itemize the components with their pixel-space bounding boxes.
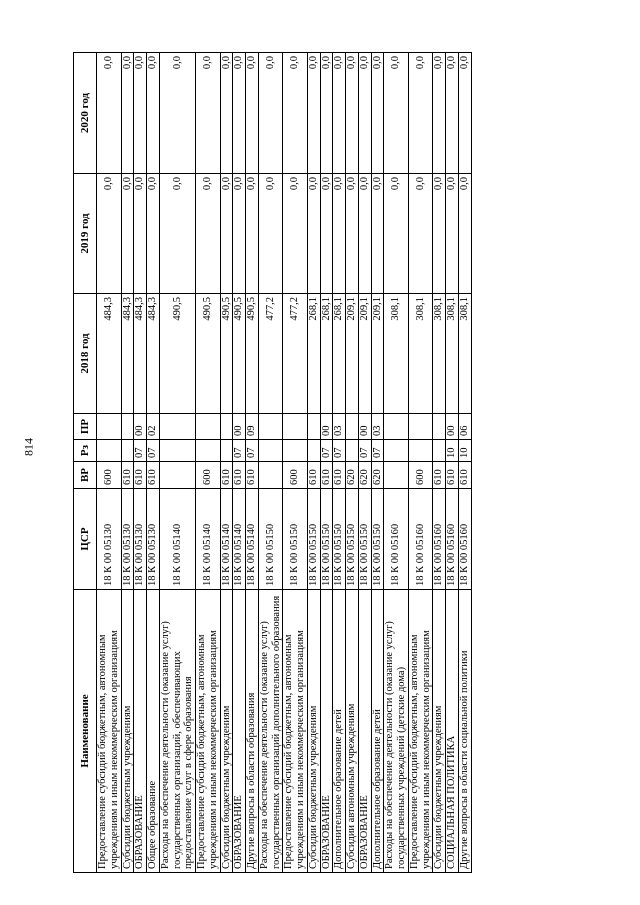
cell-vr — [159, 462, 195, 489]
cell-2020: 0,0 — [433, 53, 446, 174]
cell-vr: 610 — [246, 462, 259, 489]
cell-vr: 600 — [97, 462, 122, 489]
cell-pr — [384, 414, 409, 440]
table-header-row — [74, 53, 97, 873]
cell-csr: 18 К 00 05140 — [159, 489, 195, 590]
cell-rz — [433, 440, 446, 462]
cell-2019: 0,0 — [283, 174, 308, 294]
cell-rz: 07 — [371, 440, 384, 462]
cell-pr: 03 — [333, 414, 346, 440]
cell-2020: 0,0 — [333, 53, 346, 174]
table-row — [371, 53, 384, 873]
cell-rz — [121, 440, 134, 462]
table-row — [233, 53, 246, 873]
cell-2020: 0,0 — [220, 53, 233, 174]
table-row — [433, 53, 446, 873]
table-row — [408, 53, 433, 873]
cell-2020: 0,0 — [159, 53, 195, 174]
table-row — [446, 53, 459, 873]
cell-vr: 600 — [196, 462, 221, 489]
table-row — [258, 53, 283, 873]
cell-vr: 610 — [307, 462, 320, 489]
cell-vr: 600 — [283, 462, 308, 489]
cell-name: ОБРАЗОВАНИЕ — [134, 590, 147, 873]
cell-vr: 610 — [121, 462, 134, 489]
cell-name: Расходы на обеспечение деятельности (оказание услуг) государственных организаций, обеспечивающих предоставление услуг в сфере образования — [159, 590, 195, 873]
cell-name: Расходы на обеспечение деятельности (оказание услуг) государственных учреждений (детские дома) — [384, 590, 409, 873]
cell-2019: 0,0 — [384, 174, 409, 294]
cell-2020: 0,0 — [233, 53, 246, 174]
cell-pr: 00 — [446, 414, 459, 440]
cell-csr: 18 К 00 05130 — [97, 489, 122, 590]
cell-2019: 0,0 — [446, 174, 459, 294]
cell-vr: 610 — [458, 462, 471, 489]
cell-2018: 477,2 — [258, 294, 283, 414]
cell-pr — [159, 414, 195, 440]
cell-csr: 18 К 00 05150 — [320, 489, 333, 590]
cell-2018: 268,1 — [307, 294, 320, 414]
cell-2020: 0,0 — [147, 53, 160, 174]
cell-2019: 0,0 — [121, 174, 134, 294]
cell-vr: 610 — [233, 462, 246, 489]
cell-name: Предоставление субсидий бюджетным, автономным учреждениям и иным некоммерческим организациям — [408, 590, 433, 873]
cell-csr: 18 К 00 05160 — [408, 489, 433, 590]
cell-2020: 0,0 — [346, 53, 359, 174]
cell-2020: 0,0 — [246, 53, 259, 174]
cell-rz — [159, 440, 195, 462]
cell-name: Общее образование — [147, 590, 160, 873]
cell-2020: 0,0 — [258, 53, 283, 174]
cell-2019: 0,0 — [196, 174, 221, 294]
cell-pr — [220, 414, 233, 440]
cell-name: СОЦИАЛЬНАЯ ПОЛИТИКА — [446, 590, 459, 873]
cell-2019: 0,0 — [258, 174, 283, 294]
cell-rz — [283, 440, 308, 462]
cell-name: ОБРАЗОВАНИЕ — [320, 590, 333, 873]
table-row — [333, 53, 346, 873]
cell-vr — [384, 462, 409, 489]
cell-rz — [408, 440, 433, 462]
cell-rz: 07 — [233, 440, 246, 462]
cell-csr: 18 К 00 05130 — [121, 489, 134, 590]
table-row — [307, 53, 320, 873]
cell-rz: 07 — [320, 440, 333, 462]
cell-2018: 308,1 — [408, 294, 433, 414]
cell-csr: 18 К 00 05150 — [283, 489, 308, 590]
cell-name: Дополнительное образование детей — [371, 590, 384, 873]
cell-pr — [307, 414, 320, 440]
cell-pr — [283, 414, 308, 440]
cell-pr: 02 — [147, 414, 160, 440]
cell-2018: 490,5 — [233, 294, 246, 414]
cell-rz: 10 — [458, 440, 471, 462]
cell-pr — [346, 414, 359, 440]
cell-2020: 0,0 — [121, 53, 134, 174]
table-row — [384, 53, 409, 873]
table-row — [196, 53, 221, 873]
cell-2018: 484,3 — [147, 294, 160, 414]
cell-csr: 18 К 00 05140 — [196, 489, 221, 590]
cell-2019: 0,0 — [159, 174, 195, 294]
cell-2019: 0,0 — [220, 174, 233, 294]
cell-name: Другие вопросы в области образования — [246, 590, 259, 873]
table-row — [283, 53, 308, 873]
table-row — [246, 53, 259, 873]
cell-csr: 18 К 00 05150 — [258, 489, 283, 590]
header-csr: ЦСР — [74, 489, 97, 590]
budget-table — [73, 52, 472, 873]
cell-pr: 06 — [458, 414, 471, 440]
cell-2019: 0,0 — [320, 174, 333, 294]
cell-2019: 0,0 — [333, 174, 346, 294]
cell-2019: 0,0 — [408, 174, 433, 294]
cell-rz: 07 — [333, 440, 346, 462]
cell-csr: 18 К 00 05160 — [446, 489, 459, 590]
cell-2020: 0,0 — [408, 53, 433, 174]
header-vr: ВР — [74, 462, 97, 489]
cell-vr: 610 — [134, 462, 147, 489]
cell-2018: 308,1 — [384, 294, 409, 414]
cell-2018: 490,5 — [159, 294, 195, 414]
cell-vr: 610 — [446, 462, 459, 489]
cell-name: Субсидии бюджетным учреждениям — [307, 590, 320, 873]
cell-2018: 490,5 — [220, 294, 233, 414]
cell-name: Субсидии бюджетным учреждениям — [220, 590, 233, 873]
cell-2020: 0,0 — [458, 53, 471, 174]
cell-2019: 0,0 — [134, 174, 147, 294]
table-row — [159, 53, 195, 873]
header-pr: ПР — [74, 414, 97, 440]
cell-2020: 0,0 — [283, 53, 308, 174]
cell-2018: 209,1 — [346, 294, 359, 414]
cell-pr: 00 — [233, 414, 246, 440]
table-row — [320, 53, 333, 873]
cell-2019: 0,0 — [346, 174, 359, 294]
table-row — [458, 53, 471, 873]
cell-2019: 0,0 — [307, 174, 320, 294]
cell-vr: 610 — [320, 462, 333, 489]
cell-vr: 600 — [408, 462, 433, 489]
cell-2020: 0,0 — [134, 53, 147, 174]
cell-csr: 18 К 00 05140 — [233, 489, 246, 590]
cell-csr: 18 К 00 05150 — [333, 489, 346, 590]
cell-csr: 18 К 00 05150 — [358, 489, 371, 590]
cell-csr: 18 К 00 05160 — [433, 489, 446, 590]
cell-name: Предоставление субсидий бюджетным, автономным учреждениям и иным некоммерческим организациям — [196, 590, 221, 873]
cell-2020: 0,0 — [384, 53, 409, 174]
cell-2019: 0,0 — [97, 174, 122, 294]
cell-2018: 490,5 — [196, 294, 221, 414]
cell-csr: 18 К 00 05150 — [307, 489, 320, 590]
budget-table-container — [73, 53, 545, 873]
cell-rz: 07 — [147, 440, 160, 462]
header-rz: Рз — [74, 440, 97, 462]
cell-csr: 18 К 00 05130 — [134, 489, 147, 590]
cell-rz — [258, 440, 283, 462]
cell-vr: 620 — [346, 462, 359, 489]
cell-rz: 10 — [446, 440, 459, 462]
cell-vr: 610 — [147, 462, 160, 489]
cell-pr: 00 — [358, 414, 371, 440]
cell-2019: 0,0 — [358, 174, 371, 294]
table-row — [147, 53, 160, 873]
cell-pr: 00 — [134, 414, 147, 440]
table-body — [97, 53, 472, 873]
cell-pr — [97, 414, 122, 440]
table-row — [358, 53, 371, 873]
cell-csr: 18 К 00 05150 — [371, 489, 384, 590]
table-row — [346, 53, 359, 873]
cell-name: Дополнительное образование детей — [333, 590, 346, 873]
cell-rz: 07 — [134, 440, 147, 462]
cell-2018: 484,3 — [134, 294, 147, 414]
cell-2020: 0,0 — [320, 53, 333, 174]
cell-2018: 484,3 — [121, 294, 134, 414]
table-row — [97, 53, 122, 873]
cell-pr — [258, 414, 283, 440]
header-name: Наименование — [74, 590, 97, 873]
cell-vr: 610 — [333, 462, 346, 489]
cell-2018: 308,1 — [433, 294, 446, 414]
cell-pr: 03 — [371, 414, 384, 440]
cell-pr — [196, 414, 221, 440]
header-2020: 2020 год — [74, 53, 97, 174]
cell-pr — [121, 414, 134, 440]
cell-2018: 490,5 — [246, 294, 259, 414]
cell-pr — [433, 414, 446, 440]
cell-2019: 0,0 — [371, 174, 384, 294]
cell-csr: 18 К 00 05150 — [346, 489, 359, 590]
cell-2019: 0,0 — [147, 174, 160, 294]
table-row — [121, 53, 134, 873]
cell-csr: 18 К 00 05160 — [384, 489, 409, 590]
cell-2020: 0,0 — [307, 53, 320, 174]
cell-2020: 0,0 — [97, 53, 122, 174]
cell-rz — [307, 440, 320, 462]
cell-2018: 209,1 — [358, 294, 371, 414]
cell-csr: 18 К 00 05160 — [458, 489, 471, 590]
table-row — [220, 53, 233, 873]
cell-2018: 268,1 — [333, 294, 346, 414]
header-2018: 2018 год — [74, 294, 97, 414]
cell-2018: 308,1 — [446, 294, 459, 414]
cell-rz — [346, 440, 359, 462]
cell-2018: 308,1 — [458, 294, 471, 414]
cell-2018: 268,1 — [320, 294, 333, 414]
cell-pr: 09 — [246, 414, 259, 440]
cell-vr: 620 — [371, 462, 384, 489]
cell-name: ОБРАЗОВАНИЕ — [358, 590, 371, 873]
cell-name: ОБРАЗОВАНИЕ — [233, 590, 246, 873]
header-2019: 2019 год — [74, 174, 97, 294]
cell-vr: 610 — [220, 462, 233, 489]
cell-2020: 0,0 — [196, 53, 221, 174]
cell-2019: 0,0 — [246, 174, 259, 294]
cell-2019: 0,0 — [233, 174, 246, 294]
cell-pr — [408, 414, 433, 440]
cell-2020: 0,0 — [358, 53, 371, 174]
cell-rz — [384, 440, 409, 462]
cell-2018: 209,1 — [371, 294, 384, 414]
cell-pr: 00 — [320, 414, 333, 440]
cell-name: Предоставление субсидий бюджетным, автономным учреждениям и иным некоммерческим организациям — [97, 590, 122, 873]
cell-name: Субсидии бюджетным учреждениям — [433, 590, 446, 873]
cell-name: Субсидии автономным учреждениям — [346, 590, 359, 873]
cell-vr: 610 — [433, 462, 446, 489]
cell-2020: 0,0 — [446, 53, 459, 174]
cell-csr: 18 К 00 05130 — [147, 489, 160, 590]
cell-csr: 18 К 00 05140 — [220, 489, 233, 590]
cell-name: Субсидии бюджетным учреждениям — [121, 590, 134, 873]
cell-2019: 0,0 — [458, 174, 471, 294]
cell-2018: 484,3 — [97, 294, 122, 414]
table-row — [134, 53, 147, 873]
cell-2020: 0,0 — [371, 53, 384, 174]
cell-name: Предоставление субсидий бюджетным, автономным учреждениям и иным некоммерческим организациям — [283, 590, 308, 873]
cell-csr: 18 К 00 05140 — [246, 489, 259, 590]
cell-name: Другие вопросы в области социальной политики — [458, 590, 471, 873]
cell-rz — [220, 440, 233, 462]
cell-rz: 07 — [246, 440, 259, 462]
cell-rz — [97, 440, 122, 462]
cell-vr: 620 — [358, 462, 371, 489]
cell-name: Расходы на обеспечение деятельности (оказание услуг) государственных организаций дополнительного образования — [258, 590, 283, 873]
cell-rz: 07 — [358, 440, 371, 462]
cell-vr — [258, 462, 283, 489]
cell-2018: 477,2 — [283, 294, 308, 414]
page-number: 814 — [21, 438, 36, 456]
cell-2019: 0,0 — [433, 174, 446, 294]
cell-rz — [196, 440, 221, 462]
